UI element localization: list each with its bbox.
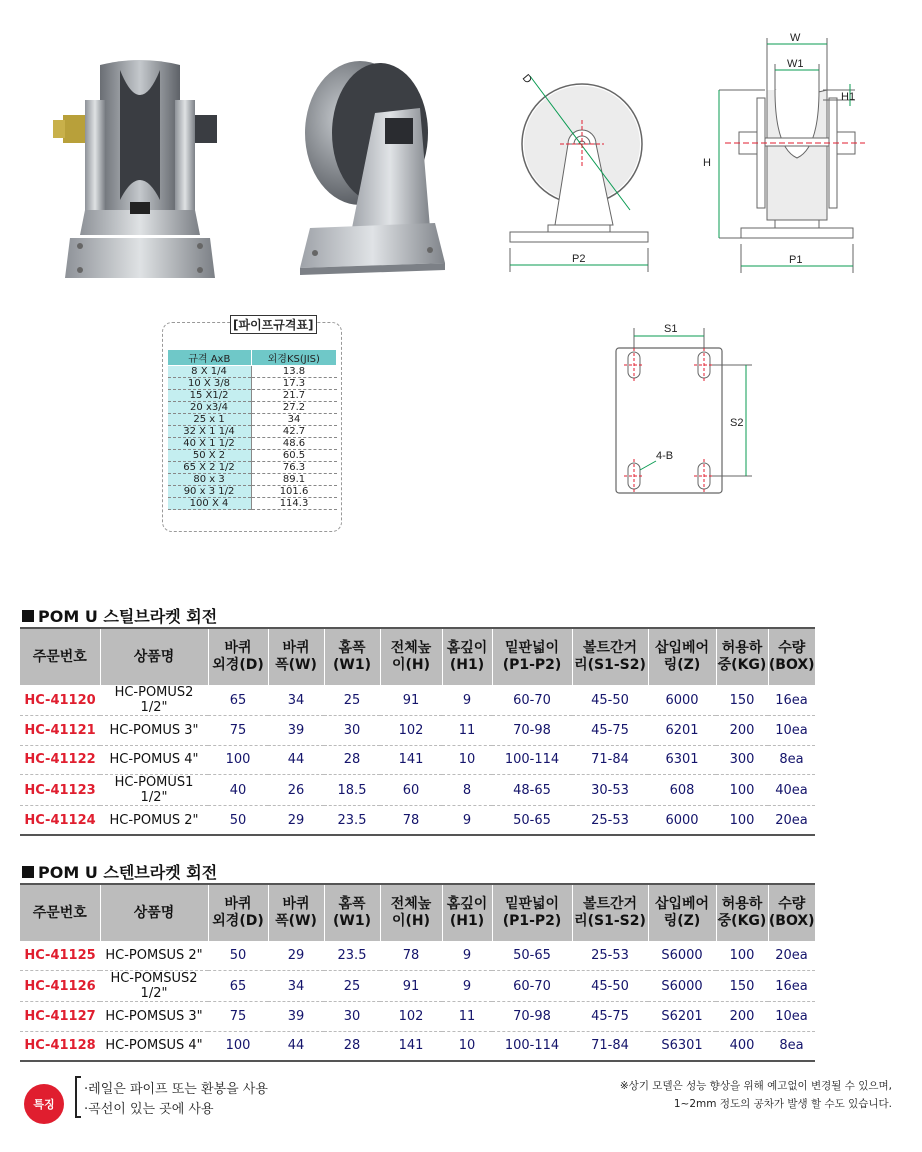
spec-value: 25 [324, 685, 380, 716]
spec-value: 100-114 [492, 1031, 572, 1061]
label-P2: P2 [572, 253, 586, 265]
column-header: 수량 (BOX) [768, 884, 815, 941]
pipe-row [168, 486, 337, 498]
column-header: 홈폭 (W1) [324, 628, 380, 685]
pipe-row [168, 366, 337, 378]
spec-value: 300 [716, 745, 768, 775]
product-name: HC-POMSUS 4" [100, 1031, 208, 1061]
spec-value: S6301 [648, 1031, 716, 1061]
product-name: HC-POMUS 4" [100, 745, 208, 775]
table-row [20, 685, 815, 716]
column-header: 허용하 중(KG) [716, 884, 768, 941]
feature-note-1: ·레일은 파이프 또는 환봉을 사용 [84, 1082, 268, 1097]
pipe-size-cell: 10 X 3/8 [168, 378, 252, 390]
column-header: 밑판넓이 (P1-P2) [492, 628, 572, 685]
pipe-row [168, 378, 337, 390]
pipe-spec-table [167, 349, 337, 510]
column-header: 주문번호 [20, 884, 100, 941]
table-row [20, 941, 815, 971]
column-header: 볼트간거 리(S1-S2) [572, 884, 648, 941]
spec-value: 25 [324, 971, 380, 1002]
square-bullet-icon [22, 610, 34, 622]
spec-value: 75 [208, 716, 268, 746]
spec-value: 34 [268, 971, 324, 1002]
spec-value: 34 [268, 685, 324, 716]
front-view-drawing [695, 28, 880, 283]
product-name: HC-POMSUS2 1/2" [100, 971, 208, 1002]
pipe-od-cell: 27.2 [251, 402, 336, 414]
spec-value: 20ea [768, 941, 815, 971]
column-header: 바퀴 외경(D) [208, 628, 268, 685]
order-number: HC-41125 [20, 941, 100, 971]
spec-value: 102 [380, 1002, 442, 1032]
pipe-od-cell: 34 [251, 414, 336, 426]
spec-value: 60 [380, 775, 442, 806]
spec-value: 29 [268, 941, 324, 971]
spec-value: 60-70 [492, 685, 572, 716]
spec-value: 102 [380, 716, 442, 746]
spec-value: 40 [208, 775, 268, 806]
column-header: 상품명 [100, 628, 208, 685]
pipe-size-cell: 40 X 1 1/2 [168, 438, 252, 450]
spec-value: 6201 [648, 716, 716, 746]
pipe-header-od: 외경KS(JIS) [251, 350, 336, 366]
spec-value: 9 [442, 685, 492, 716]
spec-value: 75 [208, 1002, 268, 1032]
pipe-od-cell: 101.6 [251, 486, 336, 498]
spec-value: 16ea [768, 685, 815, 716]
pipe-size-cell: 65 X 2 1/2 [168, 462, 252, 474]
column-header: 바퀴 폭(W) [268, 628, 324, 685]
disclaimer-line-2: 1~2mm 정도의 공차가 발생 할 수도 있습니다. [673, 1098, 892, 1110]
label-S2: S2 [730, 417, 744, 429]
spec-value: 100 [716, 941, 768, 971]
spec-value: 11 [442, 716, 492, 746]
table-row [20, 745, 815, 775]
spec-value: 78 [380, 941, 442, 971]
spec-value: 8ea [768, 1031, 815, 1061]
product-name: HC-POMUS2 1/2" [100, 685, 208, 716]
spec-value: 30-53 [572, 775, 648, 806]
pipe-row [168, 438, 337, 450]
caster-angle-photo [280, 58, 455, 283]
pipe-row [168, 402, 337, 414]
order-number: HC-41127 [20, 1002, 100, 1032]
section-title-stainless: POM U 스텐브라켓 회전 [22, 860, 217, 883]
column-header: 바퀴 폭(W) [268, 884, 324, 941]
feature-badge: 특징 [24, 1084, 64, 1124]
spec-value: 29 [268, 806, 324, 836]
spec-value: 100-114 [492, 745, 572, 775]
spec-value: 8ea [768, 745, 815, 775]
pipe-row [168, 462, 337, 474]
pipe-size-cell: 8 X 1/4 [168, 366, 252, 378]
spec-value: S6201 [648, 1002, 716, 1032]
column-header: 삽입베어 링(Z) [648, 884, 716, 941]
label-W1: W1 [787, 58, 804, 70]
column-header: 주문번호 [20, 628, 100, 685]
pipe-size-cell: 50 X 2 [168, 450, 252, 462]
product-name: HC-POMSUS 2" [100, 941, 208, 971]
table-row [20, 971, 815, 1002]
order-number: HC-41126 [20, 971, 100, 1002]
pipe-size-cell: 20 x3/4 [168, 402, 252, 414]
spec-value: 30 [324, 1002, 380, 1032]
spec-value: 608 [648, 775, 716, 806]
spec-value: 71-84 [572, 1031, 648, 1061]
pipe-row [168, 498, 337, 510]
section-title-steel: POM U 스틸브라켓 회전 [22, 604, 217, 627]
spec-value: 8 [442, 775, 492, 806]
spec-value: 100 [716, 775, 768, 806]
spec-value: 28 [324, 745, 380, 775]
pipe-row [168, 450, 337, 462]
pipe-od-cell: 48.6 [251, 438, 336, 450]
pipe-row [168, 474, 337, 486]
spec-value: S6000 [648, 941, 716, 971]
label-S1: S1 [664, 323, 678, 335]
column-header: 홈깊이 (H1) [442, 628, 492, 685]
spec-value: 50-65 [492, 806, 572, 836]
spec-table-stainless [20, 883, 815, 1062]
spec-value: 100 [208, 745, 268, 775]
column-header: 수량 (BOX) [768, 628, 815, 685]
column-header: 전체높 이(H) [380, 628, 442, 685]
table-row [20, 1031, 815, 1061]
pipe-size-cell: 15 X1/2 [168, 390, 252, 402]
feature-note-2: ·곡선이 있는 곳에 사용 [84, 1102, 214, 1117]
spec-value: 200 [716, 716, 768, 746]
spec-value: 70-98 [492, 716, 572, 746]
spec-value: 100 [716, 806, 768, 836]
spec-value: 26 [268, 775, 324, 806]
product-name: HC-POMUS 2" [100, 806, 208, 836]
order-number: HC-41123 [20, 775, 100, 806]
pipe-od-cell: 114.3 [251, 498, 336, 510]
table-row [20, 1002, 815, 1032]
spec-value: 45-50 [572, 971, 648, 1002]
spec-value: 91 [380, 971, 442, 1002]
product-name: HC-POMSUS 3" [100, 1002, 208, 1032]
column-header: 바퀴 외경(D) [208, 884, 268, 941]
notes-bracket [75, 1076, 81, 1118]
pipe-od-cell: 42.7 [251, 426, 336, 438]
product-name: HC-POMUS1 1/2" [100, 775, 208, 806]
spec-value: 65 [208, 685, 268, 716]
spec-value: 10 [442, 1031, 492, 1061]
spec-value: 50 [208, 941, 268, 971]
spec-table-steel [20, 627, 815, 836]
spec-value: 50-65 [492, 941, 572, 971]
table-row [20, 775, 815, 806]
pipe-od-cell: 89.1 [251, 474, 336, 486]
spec-value: 48-65 [492, 775, 572, 806]
caster-front-photo [45, 60, 230, 285]
pipe-row [168, 426, 337, 438]
column-header: 상품명 [100, 884, 208, 941]
table-row [20, 716, 815, 746]
spec-value: 45-75 [572, 716, 648, 746]
square-bullet-icon [22, 866, 34, 878]
spec-value: 10ea [768, 716, 815, 746]
spec-value: 65 [208, 971, 268, 1002]
spec-value: 10ea [768, 1002, 815, 1032]
spec-value: 9 [442, 941, 492, 971]
label-H: H [703, 157, 711, 169]
spec-value: 78 [380, 806, 442, 836]
pipe-od-cell: 60.5 [251, 450, 336, 462]
spec-value: 70-98 [492, 1002, 572, 1032]
column-header: 삽입베어 링(Z) [648, 628, 716, 685]
spec-value: 44 [268, 745, 324, 775]
spec-value: 10 [442, 745, 492, 775]
spec-value: 50 [208, 806, 268, 836]
order-number: HC-41124 [20, 806, 100, 836]
order-number: HC-41128 [20, 1031, 100, 1061]
base-plate-drawing [600, 318, 760, 503]
spec-value: 60-70 [492, 971, 572, 1002]
spec-value: S6000 [648, 971, 716, 1002]
pipe-size-cell: 90 x 3 1/2 [168, 486, 252, 498]
spec-value: 11 [442, 1002, 492, 1032]
spec-value: 39 [268, 716, 324, 746]
pipe-size-cell: 80 x 3 [168, 474, 252, 486]
pipe-od-cell: 17.3 [251, 378, 336, 390]
spec-value: 45-75 [572, 1002, 648, 1032]
pipe-row [168, 390, 337, 402]
spec-value: 44 [268, 1031, 324, 1061]
column-header: 볼트간거 리(S1-S2) [572, 628, 648, 685]
label-P1: P1 [789, 254, 803, 266]
order-number: HC-41120 [20, 685, 100, 716]
pipe-od-cell: 21.7 [251, 390, 336, 402]
side-view-drawing [500, 60, 660, 280]
spec-value: 150 [716, 685, 768, 716]
pipe-spec-title: [파이프규격표] [230, 315, 317, 334]
spec-value: 23.5 [324, 941, 380, 971]
spec-value: 40ea [768, 775, 815, 806]
label-4-B: 4-B [656, 450, 674, 462]
product-name: HC-POMUS 3" [100, 716, 208, 746]
spec-value: 25-53 [572, 941, 648, 971]
spec-value: 28 [324, 1031, 380, 1061]
pipe-size-cell: 32 X 1 1/4 [168, 426, 252, 438]
label-W: W [790, 32, 801, 44]
spec-value: 16ea [768, 971, 815, 1002]
spec-value: 141 [380, 745, 442, 775]
disclaimer-line-1: ※상기 모델은 성능 향상을 위해 예고없이 변경될 수 있으며, [619, 1080, 892, 1092]
spec-value: 71-84 [572, 745, 648, 775]
column-header: 홈폭 (W1) [324, 884, 380, 941]
spec-value: 141 [380, 1031, 442, 1061]
label-H1: H1 [841, 91, 856, 103]
column-header: 허용하 중(KG) [716, 628, 768, 685]
spec-value: 20ea [768, 806, 815, 836]
spec-value: 200 [716, 1002, 768, 1032]
spec-value: 6000 [648, 806, 716, 836]
pipe-od-cell: 76.3 [251, 462, 336, 474]
pipe-row [168, 414, 337, 426]
spec-value: 150 [716, 971, 768, 1002]
spec-value: 9 [442, 971, 492, 1002]
order-number: HC-41121 [20, 716, 100, 746]
spec-value: 18.5 [324, 775, 380, 806]
spec-value: 400 [716, 1031, 768, 1061]
spec-value: 91 [380, 685, 442, 716]
spec-value: 6000 [648, 685, 716, 716]
pipe-header-size: 규격 AxB [168, 350, 252, 366]
label-D: D [519, 72, 535, 87]
spec-value: 45-50 [572, 685, 648, 716]
spec-value: 23.5 [324, 806, 380, 836]
pipe-size-cell: 100 X 4 [168, 498, 252, 510]
spec-value: 39 [268, 1002, 324, 1032]
column-header: 홈깊이 (H1) [442, 884, 492, 941]
order-number: HC-41122 [20, 745, 100, 775]
spec-value: 6301 [648, 745, 716, 775]
spec-value: 30 [324, 716, 380, 746]
column-header: 밑판넓이 (P1-P2) [492, 884, 572, 941]
table-row [20, 806, 815, 836]
spec-value: 100 [208, 1031, 268, 1061]
pipe-od-cell: 13.8 [251, 366, 336, 378]
pipe-size-cell: 25 x 1 [168, 414, 252, 426]
spec-value: 9 [442, 806, 492, 836]
spec-value: 25-53 [572, 806, 648, 836]
column-header: 전체높 이(H) [380, 884, 442, 941]
